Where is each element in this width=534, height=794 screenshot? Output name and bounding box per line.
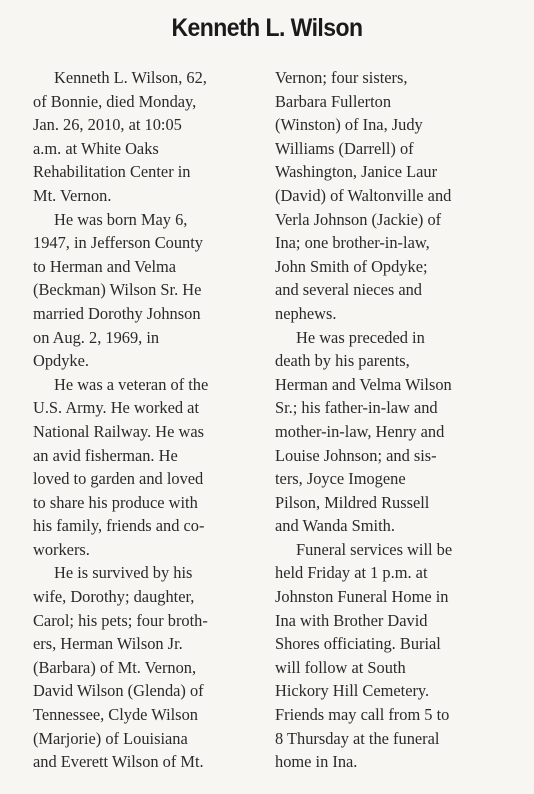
text-line: Verla Johnson (Jackie) of xyxy=(275,209,442,229)
text-line: Louise Johnson; and sis- xyxy=(275,445,437,465)
text-line: and Wanda Smith. xyxy=(275,516,395,536)
text-line: (Beckman) Wilson Sr. He xyxy=(33,280,202,300)
text-line: Herman and Velma Wilson xyxy=(275,374,452,394)
text-line: nephews. xyxy=(275,303,337,323)
text-line: Ina; one brother-in-law, xyxy=(275,233,430,253)
text-line: held Friday at 1 p.m. at xyxy=(275,563,428,583)
text-line: (Marjorie) of Louisiana xyxy=(33,728,188,748)
text-line: Tennessee, Clyde Wilson xyxy=(33,705,198,725)
text-line: 1947, in Jefferson County xyxy=(33,233,203,253)
text-line: Pilson, Mildred Russell xyxy=(275,492,430,512)
text-line: on Aug. 2, 1969, in xyxy=(33,327,160,347)
text-line: death by his parents, xyxy=(275,351,410,371)
text-line: married Dorothy Johnson xyxy=(33,303,201,323)
text-line: Washington, Janice Laur xyxy=(275,162,438,182)
text-line: home in Ina. xyxy=(275,752,358,772)
text-line: to share his produce with xyxy=(33,492,198,512)
text-line: Carol; his pets; four broth- xyxy=(33,610,208,630)
text-line: Barbara Fullerton xyxy=(275,91,392,111)
text-line: Rehabilitation Center in xyxy=(33,162,191,182)
text-line: Shores officiating. Burial xyxy=(275,634,441,654)
text-line: and several nieces and xyxy=(275,280,422,300)
right-text-column xyxy=(275,66,515,774)
text-line: David Wilson (Glenda) of xyxy=(33,681,204,701)
text-line: Vernon; four sisters, xyxy=(275,68,408,87)
text-line: Johnston Funeral Home in xyxy=(275,587,449,607)
left-text-column xyxy=(33,66,271,774)
text-line: 8 Thursday at the funeral xyxy=(275,728,440,748)
text-line: Jan. 26, 2010, at 10:05 xyxy=(33,115,182,135)
text-line: his family, friends and co- xyxy=(33,516,205,536)
text-line: mother-in-law, Henry and xyxy=(275,421,445,441)
text-line: (Winston) of Ina, Judy xyxy=(275,115,423,135)
text-line: ters, Joyce Imogene xyxy=(275,469,406,489)
text-line: Mt. Vernon. xyxy=(33,185,112,205)
text-line: of Bonnie, died Monday, xyxy=(33,91,197,111)
text-line: National Railway. He was xyxy=(33,421,204,441)
text-line: and Everett Wilson of Mt. xyxy=(33,752,204,772)
text-line: a.m. at White Oaks xyxy=(33,138,159,158)
obituary-headline: Kenneth L. Wilson xyxy=(171,14,363,42)
text-line: loved to garden and loved xyxy=(33,469,204,489)
text-line: He was born May 6, xyxy=(54,209,188,229)
text-line: (David) of Waltonville and xyxy=(275,185,452,205)
text-line: wife, Dorothy; daughter, xyxy=(33,587,195,607)
text-line: will follow at South xyxy=(275,657,406,677)
text-line: Williams (Darrell) of xyxy=(275,138,414,158)
text-line: He is survived by his xyxy=(54,563,193,583)
text-line: John Smith of Opdyke; xyxy=(275,256,428,276)
text-line: workers. xyxy=(33,539,90,559)
text-line: to Herman and Velma xyxy=(33,256,177,276)
text-line: Opdyke. xyxy=(33,351,89,371)
text-line: He was preceded in xyxy=(296,327,425,347)
text-line: Ina with Brother David xyxy=(275,610,428,630)
text-line: He was a veteran of the xyxy=(54,374,209,394)
text-line: an avid fisherman. He xyxy=(33,445,178,465)
text-line: Friends may call from 5 to xyxy=(275,705,450,725)
text-line: U.S. Army. He worked at xyxy=(33,398,200,418)
text-line: (Barbara) of Mt. Vernon, xyxy=(33,657,197,677)
text-line: ers, Herman Wilson Jr. xyxy=(33,634,183,654)
text-line: Funeral services will be xyxy=(296,539,453,559)
text-line: Kenneth L. Wilson, 62, xyxy=(54,68,207,87)
text-line: Hickory Hill Cemetery. xyxy=(275,681,430,701)
text-line: Sr.; his father-in-law and xyxy=(275,398,438,418)
